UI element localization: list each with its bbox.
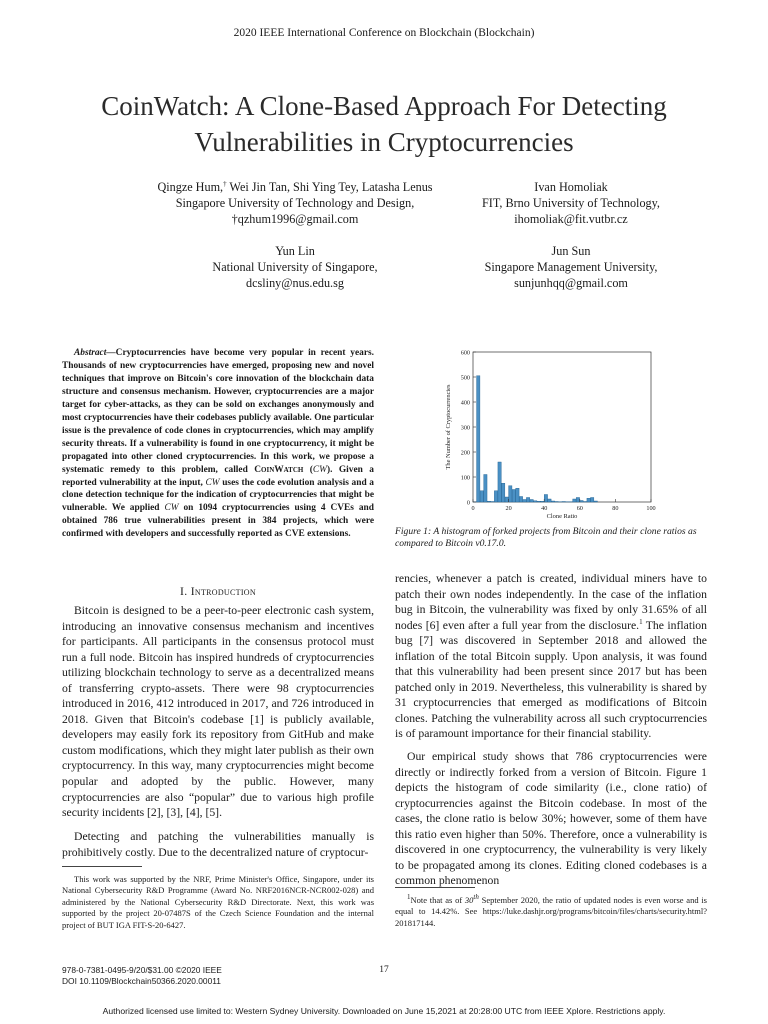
author-block-2 bbox=[460, 179, 682, 227]
author-block-1 bbox=[140, 179, 450, 227]
histogram-bar bbox=[555, 502, 558, 503]
x-axis-label: Clone Ratio bbox=[546, 513, 578, 520]
y-tick-label: 400 bbox=[460, 399, 470, 407]
histogram-bar bbox=[516, 488, 519, 502]
histogram-bar bbox=[505, 497, 508, 502]
author-affiliation: Singapore University of Technology and Design, bbox=[175, 196, 415, 210]
y-tick-label: 300 bbox=[460, 424, 470, 432]
histogram-bar bbox=[494, 491, 497, 502]
histogram-bar bbox=[576, 498, 579, 503]
histogram-bar bbox=[526, 498, 529, 503]
y-tick-label: 600 bbox=[460, 349, 470, 357]
histogram-bar bbox=[562, 502, 565, 503]
footnote-funding: This work was supported by the NRF, Prime Minister's Office, Singapore, under its National Cybersecurity R&D Programme (Award No. NRF2016NCR-NCR002-028) and administered by the National Cybersecurity R&D Directorate. Next, this work was supported by the project 20-07487S of the Czech Science Foundation and the internal project of BUT IGA FIT-S-20-6427. bbox=[62, 874, 374, 930]
author-names: Jun Sun bbox=[551, 244, 591, 258]
author-email: †qzhum1996@gmail.com bbox=[231, 212, 359, 226]
histogram-bar bbox=[583, 502, 586, 503]
histogram-bar bbox=[573, 499, 576, 502]
histogram-bar bbox=[590, 498, 593, 503]
author-names: Ivan Homoliak bbox=[534, 180, 608, 194]
footnote-1: $^1$Note that as of 30th September 2020, the ratio of updated nodes is even worse and is equal to 14.42%. See https://luke.dashjr.org/programs/bitcoin/files/charts/security.html?201817144. bbox=[395, 893, 707, 928]
histogram-bar bbox=[580, 501, 583, 503]
footnote-rule bbox=[62, 866, 142, 867]
conference-header: 2020 IEEE International Conference on Blockchain (Blockchain) bbox=[233, 27, 535, 39]
paper-title bbox=[0, 88, 768, 160]
x-tick-label: 60 bbox=[576, 505, 583, 512]
figure-caption: Figure 1: A histogram of forked projects from Bitcoin and their clone ratios as compared to Bitcoin v0.17.0. bbox=[395, 526, 697, 550]
y-axis-label: The Number of Cryptocurrencies bbox=[445, 384, 452, 470]
author-affiliation: National University of Singapore, bbox=[212, 260, 378, 274]
page-number: 17 bbox=[379, 965, 389, 975]
author-names: Yun Lin bbox=[275, 244, 315, 258]
histogram-bar bbox=[594, 501, 597, 502]
histogram-bar bbox=[501, 483, 504, 502]
title-line-1: CoinWatch: A Clone-Based Approach For Detecting bbox=[101, 91, 667, 121]
histogram-bar bbox=[587, 498, 590, 502]
histogram-bar bbox=[523, 500, 526, 503]
histogram-bar bbox=[548, 499, 551, 502]
histogram-bar bbox=[537, 501, 540, 502]
author-email: ihomoliak@fit.vutbr.cz bbox=[514, 212, 628, 226]
y-tick-label: 0 bbox=[466, 499, 470, 507]
histogram-bar bbox=[509, 486, 512, 502]
license-notice: Authorized licensed use limited to: Western Sydney University. Downloaded on June 15,2021 at 20:28:00 UTC from IEEE Xplore. Restrictions apply. bbox=[102, 1006, 666, 1016]
author-affiliation: Singapore Management University, bbox=[484, 260, 658, 274]
histogram-bar bbox=[491, 502, 494, 503]
histogram-bar bbox=[534, 501, 537, 502]
histogram-bar bbox=[530, 500, 533, 503]
x-tick-label: 0 bbox=[471, 505, 475, 512]
footnote-rule bbox=[395, 887, 475, 888]
doi: DOI 10.1109/Blockchain50366.2020.00011 bbox=[62, 976, 221, 986]
author-affiliation: FIT, Brno University of Technology, bbox=[482, 196, 660, 210]
footer-ids bbox=[62, 965, 222, 987]
author-email: sunjunhqq@gmail.com bbox=[514, 276, 628, 290]
histogram-bar bbox=[551, 501, 554, 502]
y-tick-label: 200 bbox=[460, 449, 470, 457]
right-paragraph-2: Our empirical study shows that 786 cryptocurrencies were directly or indirectly forked from a version of Bitcoin. Figure 1 depicts the histogram of code similarity (i.e., clone ratio) of cryptocurrencies against the Bitcoin codebase. In most of the cases, the clone ratio is below 30%; however, some of them have this ratio even higher than 50%. Therefore, once a vulnerability is discovered in one cryptocurrency, the vulnerability is very likely to be propagated among its clones. Editing cloned codebases is a common phenomenon bbox=[395, 750, 707, 888]
isbn: 978-0-7381-0495-9/20/$31.00 ©2020 IEEE bbox=[62, 965, 222, 975]
author-block-4 bbox=[460, 243, 682, 291]
histogram-bar bbox=[541, 501, 544, 502]
histogram-bar bbox=[477, 376, 480, 502]
x-tick-label: 40 bbox=[541, 505, 548, 512]
intro-paragraph-1: Bitcoin is designed to be a peer-to-peer electronic cash system, introducing an innovative consensus mechanism and incentives for participants. All participants in the consensus protocol must run a full node. Bitcoin has inspired hundreds of cryptocurrencies utilizing blockchain technology to serve as a decentralized means of transferring crypto-assets. There were 98 cryptocurrencies introduced in 2016, 412 introduced in 2017, and 726 introduced in 2018. Given that Bitcoin's codebase [1] is publicly available, developers may easily fork its repository from GitHub and make custom modifications, which they might later publish as their own cryptocurrency. In this way, many cryptocurrencies might become popular and adopted by the public. However, many cryptocurrencies are also “popular” due to various high profile security incidents [2], [3], [4], [5]. bbox=[62, 604, 374, 820]
x-tick-label: 100 bbox=[646, 505, 656, 512]
figure-histogram bbox=[440, 345, 660, 527]
author-email: dcsliny@nus.edu.sg bbox=[246, 276, 344, 290]
histogram-bar bbox=[480, 491, 483, 502]
y-tick-label: 100 bbox=[460, 474, 470, 482]
x-tick-label: 20 bbox=[505, 505, 512, 512]
histogram-bar bbox=[512, 490, 515, 503]
y-tick-label: 500 bbox=[460, 374, 470, 382]
right-paragraph-1: rencies, whenever a patch is created, individual miners have to patch their own nodes independently. In the case of the inflation bug in Bitcoin, the vulnerability was fixed by only 31.65% of all nodes [6] even after a full year from the disclosure.$^1$ The inflation bug [7] was discovered in September 2018 and allowed the inflation of the total Bitcoin supply. Upon analysis, it was found that this vulnerability had been present since 2017 but has been patched only in 2019. Nevertheless, this vulnerability is shared by 31 cryptocurrencies that emerged as modifications of Bitcoin clones. Patching the vulnerability across all such cryptocurrencies is of paramount importance for their financial stability. bbox=[395, 572, 707, 741]
histogram-bar bbox=[487, 501, 490, 502]
abstract: Abstract—Cryptocurrencies have become very popular in recent years. Thousands of new cryptocurrencies have emerged, proposing new and novel techniques that improve on Bitcoin's core innovation of the blockchain data structure and consensus mechanism. However, cryptocurrencies are a major target for cyber-attacks, as they can be sold on exchanges anonymously and most cryptocurrencies have their codebases publicly available. One particular issue is the prevalence of code clones in cryptocurrencies, which may amplify security threats. If a vulnerability is found in one cryptocurrency, it might be propagated into other cloned cryptocurrencies. In this work, we propose a systematic remedy to this problem, called CoinWatch (CW). Given a reported vulnerability at the input, CW uses the code evolution analysis and a clone detection technique for the indication of cryptocurrencies that might be vulnerable. We applied CW on 1094 cryptocurrencies using 4 CVEs and obtained 786 true vulnerabilities present in 384 projects, which were confirmed with developers and successfully reported as CVE extensions. bbox=[62, 348, 374, 540]
author-names: Qingze Hum,† Wei Jin Tan, Shi Ying Tey, Latasha Lenus bbox=[157, 179, 433, 194]
section-heading: I. Introduction bbox=[180, 585, 256, 598]
x-tick-label: 80 bbox=[612, 505, 619, 512]
histogram-bar bbox=[484, 475, 487, 503]
histogram-bar bbox=[519, 497, 522, 503]
histogram-bar bbox=[544, 495, 547, 503]
title-line-2: Vulnerabilities in Cryptocurrencies bbox=[194, 127, 574, 157]
intro-paragraph-2: Detecting and patching the vulnerabilities manually is prohibitively costly. Due to the decentralized nature of cryptocur- bbox=[62, 830, 374, 859]
histogram-bar bbox=[498, 462, 501, 502]
author-block-3 bbox=[140, 243, 450, 291]
